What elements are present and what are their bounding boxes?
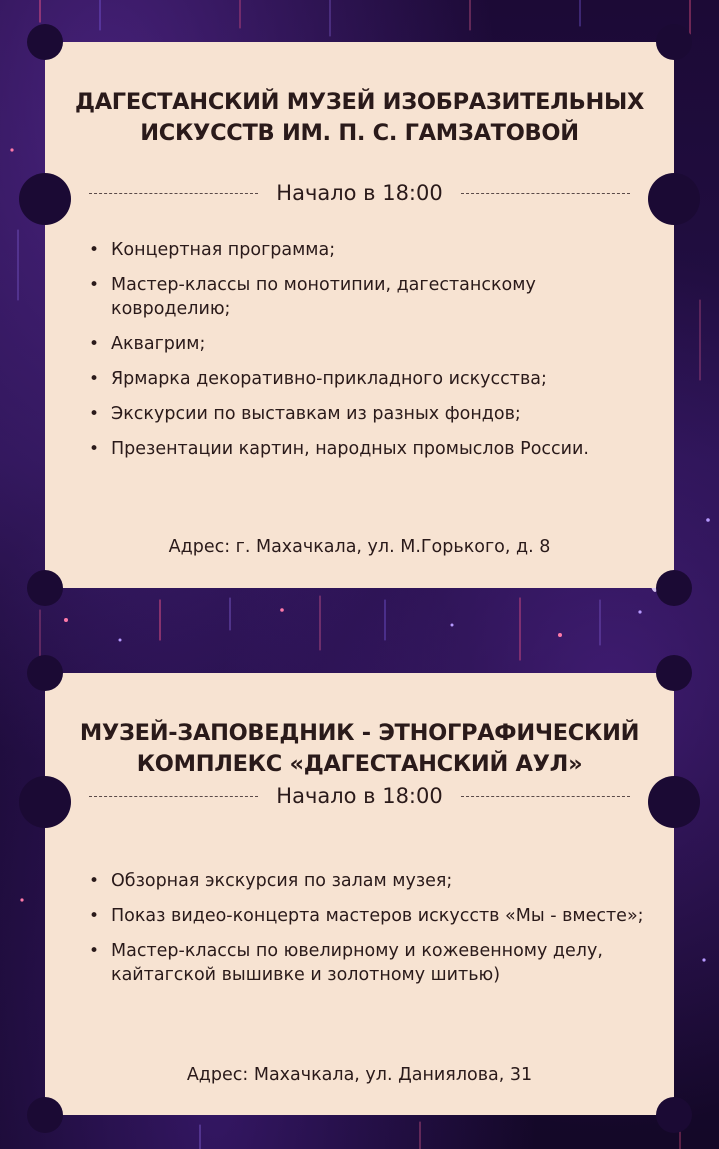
start-time: Начало в 18:00 [276, 181, 443, 205]
list-item: • Ярмарка декоративно-прикладного искусства; [87, 367, 644, 391]
program-list [87, 869, 644, 998]
list-item: • Аквагрим; [87, 332, 644, 356]
start-time: Начало в 18:00 [276, 784, 443, 808]
list-item: • Концертная программа; [87, 238, 644, 262]
list-item: • Презентации картин, народных промыслов России. [87, 437, 644, 461]
list-item: • Мастер-классы по монотипии, дагестанскому ковроделию; [87, 273, 644, 321]
program-list [87, 238, 644, 472]
list-item: • Обзорная экскурсия по залам музея; [87, 869, 644, 893]
event-address: Адрес: г. Махачкала, ул. М.Горького, д. 8 [168, 537, 551, 557]
list-item: • Показ видео-концерта мастеров искусств «Мы - вместе»; [87, 904, 644, 928]
event-title: МУЗЕЙ-ЗАПОВЕДНИК - ЭТНОГРАФИЧЕСКИЙ КОМПЛЕКС «ДАГЕСТАНСКИЙ АУЛ» [79, 720, 640, 777]
event-title: ДАГЕСТАНСКИЙ МУЗЕЙ ИЗОБРАЗИТЕЛЬНЫХ ИСКУССТВ ИМ. П. С. ГАМЗАТОВОЙ [74, 89, 645, 146]
start-time-divider [89, 178, 630, 208]
start-time-divider [89, 781, 630, 811]
list-item: • Мастер-классы по ювелирному и кожевенному делу, кайтагской вышивке и золотному шитью) [87, 939, 644, 987]
event-card-museum-fine-arts [45, 42, 674, 588]
event-address: Адрес: Махачкала, ул. Даниялова, 31 [186, 1065, 533, 1085]
event-card-dagestan-aul [45, 673, 674, 1115]
list-item: • Экскурсии по выставкам из разных фондов; [87, 402, 644, 426]
